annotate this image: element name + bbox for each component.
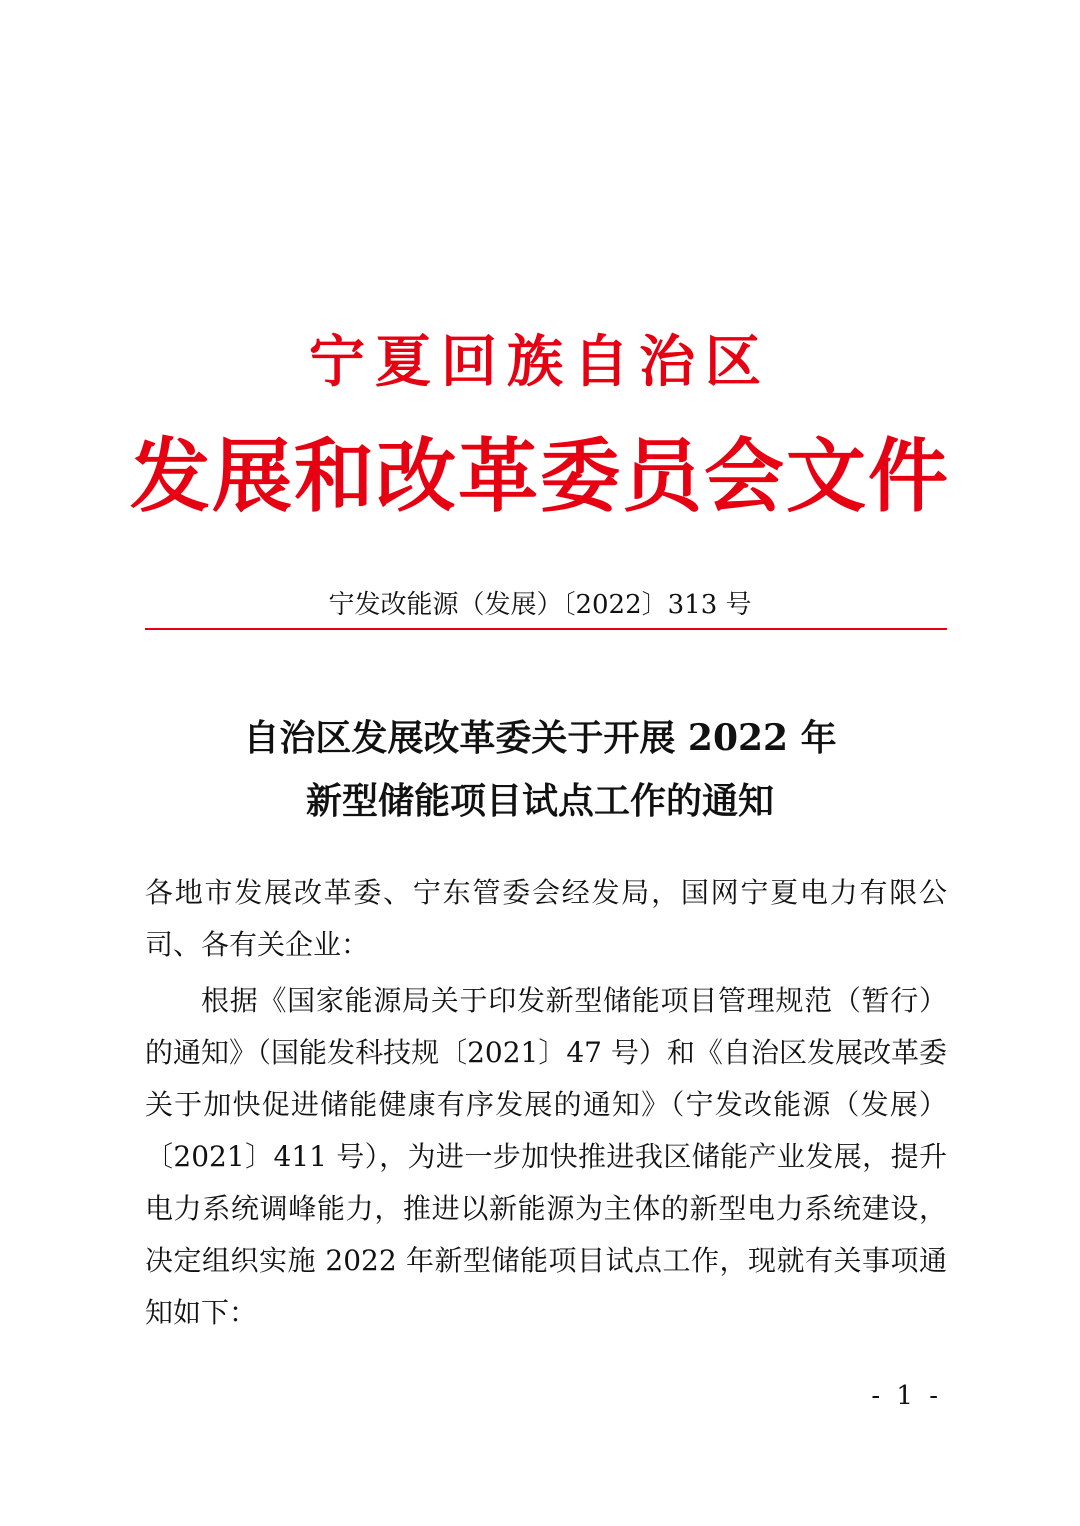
document-title-line1: 自治区发展改革委关于开展 2022 年 — [243, 717, 837, 759]
document-number: 宁发改能源（发展）〔2022〕313 号 — [328, 590, 752, 620]
issuing-authority-line1: 宁夏回族自治区 — [309, 329, 771, 395]
page-number: - 1 - — [871, 1381, 942, 1411]
body-paragraph: 根据《国家能源局关于印发新型储能项目管理规范（暂行）的通知》（国能发科技规〔2021〕47 号）和《自治区发展改革委关于加快促进储能健康有序发展的通知》（宁发改能源（发展）〔2021〕411 号），为进一步加快推进我区储能产业发展，提升电力系统调峰能力，推进以新能源为主体的新型电力系统建设，决定组织实施 2022 年新型储能项目试点工作，现就有关事项通知如下： — [145, 984, 947, 1329]
addressee: 各地市发展改革委、宁东管委会经发局，国网宁夏电力有限公司、各有关企业： — [145, 876, 947, 961]
document-title-line2: 新型储能项目试点工作的通知 — [305, 780, 774, 822]
red-divider-line — [145, 628, 947, 630]
issuing-authority-line2: 发展和改革委员会文件 — [130, 429, 950, 523]
